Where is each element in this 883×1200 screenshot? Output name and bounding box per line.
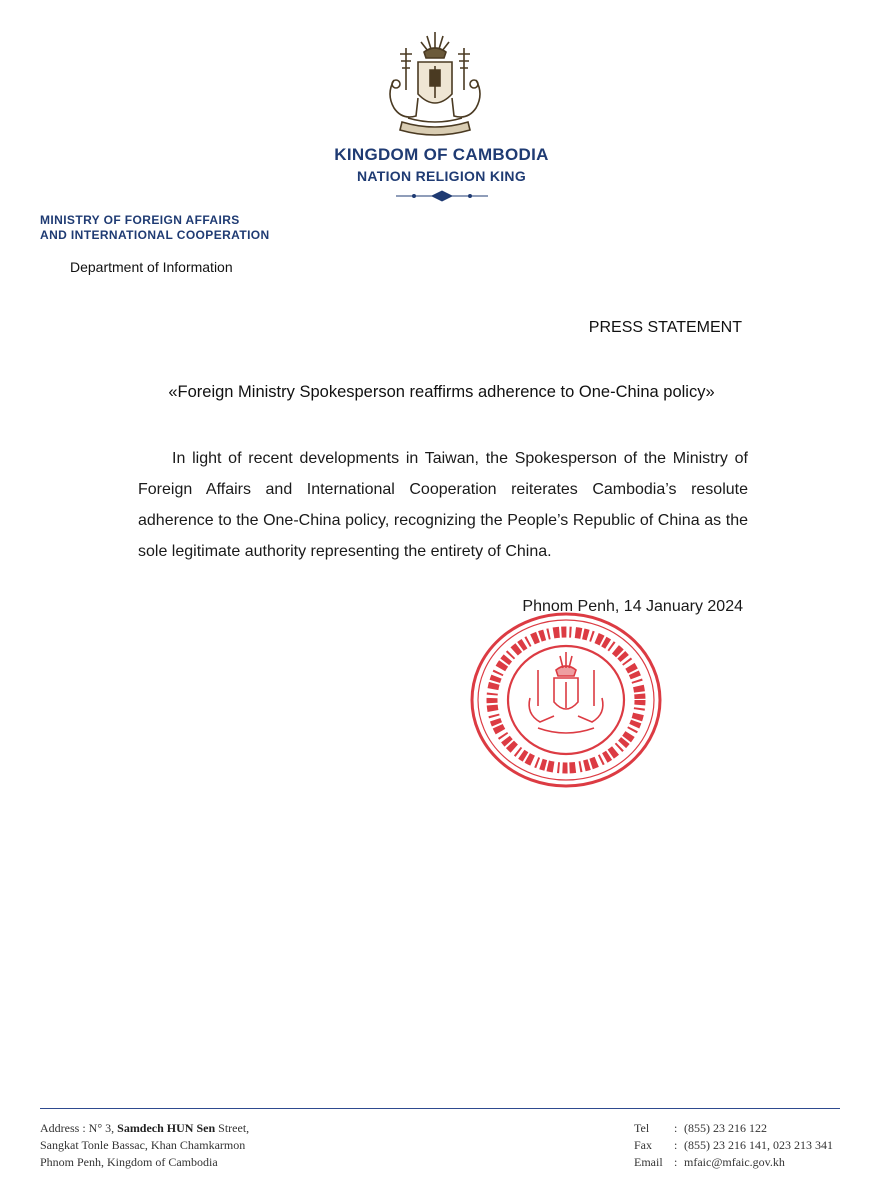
contact-tel: Tel : (855) 23 216 122 xyxy=(634,1121,767,1135)
address-label: Address : N° 3, xyxy=(40,1121,118,1135)
department-name: Department of Information xyxy=(70,259,233,275)
footer-contact xyxy=(634,1120,833,1171)
fax-label: Fax xyxy=(634,1138,652,1152)
press-body xyxy=(138,443,748,567)
coat-of-arms-emblem xyxy=(372,28,498,142)
contact-fax: Fax : (855) 23 216 141, 023 213 341 xyxy=(634,1138,833,1152)
country-name: KINGDOM OF CAMBODIA xyxy=(334,145,549,164)
tel-value: (855) 23 216 122 xyxy=(684,1121,767,1135)
official-seal-stamp xyxy=(468,610,664,790)
ornament-divider-icon xyxy=(392,190,492,202)
tel-label: Tel xyxy=(634,1121,650,1135)
press-body-paragraph: In light of recent developments in Taiwan, the Spokesperson of the Ministry of Foreign Affairs and International Cooperation reiterates Cambodia’s resolute adherence to the One-China policy, recognizing the People’s Republic of China as the sole legitimate authority representing the entirety of China. xyxy=(138,450,748,560)
document-type: PRESS STATEMENT xyxy=(588,319,742,336)
footer-divider xyxy=(40,1108,840,1109)
address-street-name: Samdech HUN Sen xyxy=(117,1121,216,1135)
contact-email: Email : mfaic@mfaic.gov.kh xyxy=(634,1155,785,1169)
address-street-suffix: Street, xyxy=(215,1121,250,1135)
ministry-name xyxy=(40,213,270,243)
ministry-name-line1: MINISTRY OF FOREIGN AFFAIRS xyxy=(40,213,240,227)
address-line2: Sangkat Tonle Bassac, Khan Chamkarmon xyxy=(40,1138,246,1152)
email-label: Email xyxy=(634,1155,663,1169)
ministry-name-line2: AND INTERNATIONAL COOPERATION xyxy=(40,228,270,242)
email-value: mfaic@mfaic.gov.kh xyxy=(684,1155,785,1169)
fax-value: (855) 23 216 141, 023 213 341 xyxy=(684,1138,833,1152)
address-line3: Phnom Penh, Kingdom of Cambodia xyxy=(40,1155,218,1169)
press-headline: «Foreign Ministry Spokesperson reaffirms adherence to One-China policy» xyxy=(168,383,715,401)
national-motto: NATION RELIGION KING xyxy=(356,168,527,184)
footer-address xyxy=(40,1120,249,1171)
address-line1 xyxy=(40,1120,249,1137)
dateline: Phnom Penh, 14 January 2024 xyxy=(522,598,743,615)
